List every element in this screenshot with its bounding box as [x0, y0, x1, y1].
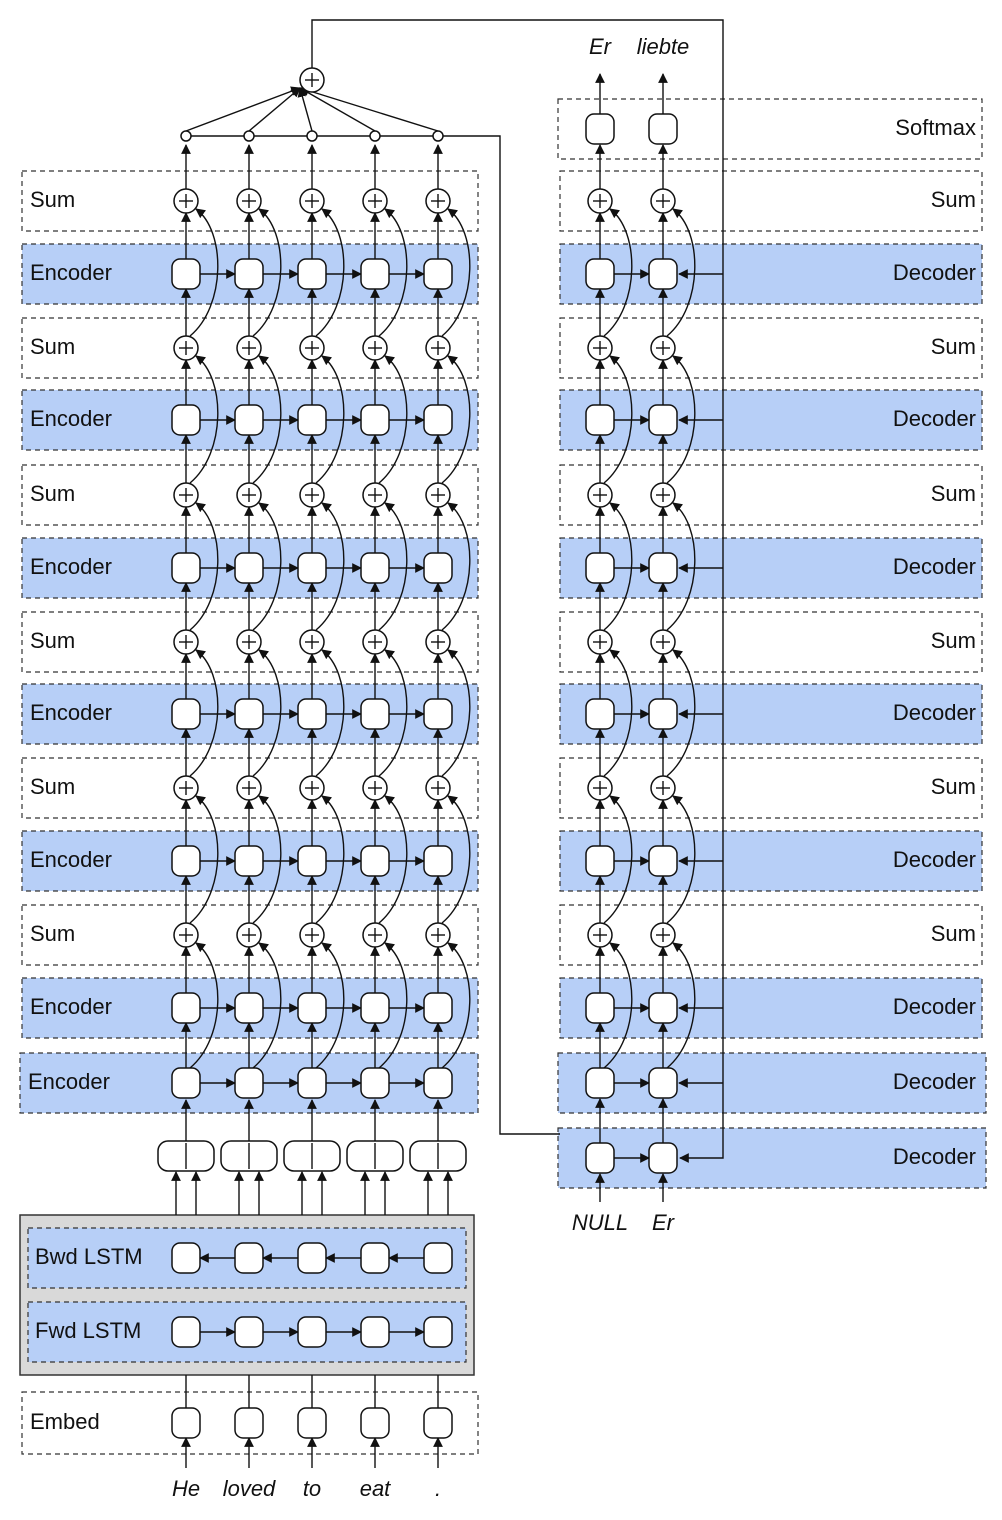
decoder-sum-band	[560, 612, 982, 672]
encoder-node	[361, 846, 389, 876]
encoder-label: Encoder	[30, 259, 112, 285]
encoder-node	[172, 1068, 200, 1098]
sum-label: Sum	[930, 627, 976, 653]
sum-node	[174, 776, 198, 800]
encoder-node	[172, 405, 200, 435]
decoder-label: Decoder	[892, 699, 976, 725]
softmax-node	[586, 114, 614, 144]
encoder-node	[235, 993, 263, 1023]
encoder-node	[298, 405, 326, 435]
sum-node	[363, 336, 387, 360]
sum-node	[426, 483, 450, 507]
encoder-node	[172, 699, 200, 729]
sum-node	[426, 923, 450, 947]
encoder-node	[235, 259, 263, 289]
encoder-node	[424, 259, 452, 289]
sum-node	[237, 189, 261, 213]
attention-arrow	[249, 88, 300, 131]
decoder-node	[649, 259, 677, 289]
encoder-node	[361, 405, 389, 435]
sum-node	[363, 923, 387, 947]
sum-node	[588, 483, 612, 507]
sum-node	[426, 630, 450, 654]
encoder-node	[424, 1068, 452, 1098]
encoder-node	[298, 846, 326, 876]
sum-node	[588, 189, 612, 213]
fwd-lstm-node	[424, 1317, 452, 1347]
sum-node	[426, 336, 450, 360]
sum-label: Sum	[930, 480, 976, 506]
sum-node	[363, 630, 387, 654]
decoder-node	[649, 405, 677, 435]
sum-node	[300, 483, 324, 507]
sum-node	[651, 483, 675, 507]
source-word: loved	[222, 1475, 276, 1501]
sum-node	[300, 630, 324, 654]
sum-label: Sum	[930, 333, 976, 359]
encoder-node	[172, 259, 200, 289]
decoder-output-word: Er	[589, 33, 611, 59]
decoder-input-word: Er	[652, 1209, 674, 1235]
sum-label: Sum	[930, 186, 976, 212]
sum-node	[363, 483, 387, 507]
attention-input-node	[307, 131, 317, 141]
sum-label: Sum	[930, 920, 976, 946]
decoder-label: Decoder	[892, 993, 976, 1019]
encoder-node	[361, 259, 389, 289]
encoder-node	[235, 1068, 263, 1098]
bwd-lstm-node	[424, 1243, 452, 1273]
decoder-sum-band	[560, 318, 982, 378]
encoder-node	[424, 699, 452, 729]
decoder-label: Decoder	[892, 259, 976, 285]
encoder-node	[424, 993, 452, 1023]
sum-node	[426, 189, 450, 213]
decoder-sum-band	[560, 465, 982, 525]
fwd-lstm-node	[298, 1317, 326, 1347]
attention-input-node	[370, 131, 380, 141]
attention-arrow	[300, 88, 375, 131]
embed-node	[424, 1408, 452, 1438]
source-word: to	[302, 1475, 322, 1501]
concat-node	[347, 1141, 403, 1171]
decoder-node	[586, 699, 614, 729]
encoder-node	[235, 405, 263, 435]
sum-node	[237, 923, 261, 947]
sum-node	[237, 630, 261, 654]
decoder-node	[586, 846, 614, 876]
encoder-label: Encoder	[30, 846, 112, 872]
encoder-label: Encoder	[30, 993, 112, 1019]
attention-input-node	[181, 131, 191, 141]
attention-arrow	[186, 88, 300, 131]
encoder-node	[424, 553, 452, 583]
encoder-node	[298, 259, 326, 289]
sum-node	[237, 776, 261, 800]
sum-node	[174, 336, 198, 360]
sum-label: Sum	[30, 920, 76, 946]
sum-node	[363, 776, 387, 800]
encoder-node	[298, 993, 326, 1023]
sum-node	[651, 336, 675, 360]
embed-node	[298, 1408, 326, 1438]
decoder-sum-band	[560, 171, 982, 231]
encoder-node	[298, 1068, 326, 1098]
decoder-input-word: NULL	[571, 1209, 629, 1235]
softmax-label: Softmax	[895, 114, 976, 140]
embed-label: Embed	[30, 1408, 100, 1434]
encoder-node	[172, 993, 200, 1023]
fwd-lstm-node	[361, 1317, 389, 1347]
decoder-node	[586, 553, 614, 583]
fwd-lstm-node	[172, 1317, 200, 1347]
decoder-sum-band	[560, 758, 982, 818]
encoder-label: Encoder	[30, 699, 112, 725]
encoder-label: Encoder	[28, 1068, 110, 1094]
decoder-output-word: liebte	[636, 33, 690, 59]
embed-node	[361, 1408, 389, 1438]
decoder-node	[586, 259, 614, 289]
decoder-label: Decoder	[892, 846, 976, 872]
attention-sum-node	[300, 68, 324, 92]
encoder-label: Encoder	[30, 553, 112, 579]
sum-node	[588, 776, 612, 800]
sum-node	[651, 189, 675, 213]
sum-node	[237, 483, 261, 507]
source-word: eat	[359, 1475, 391, 1501]
bwd-lstm-node	[172, 1243, 200, 1273]
sum-node	[651, 923, 675, 947]
decoder-label: Decoder	[892, 405, 976, 431]
sum-node	[174, 630, 198, 654]
sum-node	[300, 776, 324, 800]
sum-node	[174, 923, 198, 947]
sum-node	[174, 189, 198, 213]
encoder-node	[298, 699, 326, 729]
sum-node	[300, 923, 324, 947]
encoder-node	[235, 846, 263, 876]
decoder-label: Decoder	[892, 553, 976, 579]
sum-label: Sum	[30, 773, 76, 799]
source-word: .	[434, 1475, 442, 1501]
sum-node	[588, 336, 612, 360]
sum-node	[237, 336, 261, 360]
sum-label: Sum	[30, 186, 76, 212]
attention-input-node	[244, 131, 254, 141]
decoder-node	[649, 993, 677, 1023]
concat-node	[158, 1141, 214, 1171]
encoder-node	[172, 553, 200, 583]
sum-node	[363, 189, 387, 213]
embed-node	[235, 1408, 263, 1438]
sum-node	[651, 776, 675, 800]
decoder-label: Decoder	[892, 1143, 976, 1169]
encoder-node	[235, 553, 263, 583]
encoder-node	[424, 846, 452, 876]
sum-node	[300, 336, 324, 360]
decoder-node	[649, 846, 677, 876]
encoder-node	[361, 553, 389, 583]
decoder-node	[649, 553, 677, 583]
encoder-node	[172, 846, 200, 876]
encoder-node	[361, 993, 389, 1023]
sum-label: Sum	[30, 627, 76, 653]
sum-label: Sum	[930, 773, 976, 799]
decoder-sum-band	[560, 905, 982, 965]
decoder-label: Decoder	[892, 1068, 976, 1094]
bwd-lstm-node	[298, 1243, 326, 1273]
attention-arrow	[300, 88, 438, 131]
decoder-node	[649, 1143, 677, 1173]
softmax-node	[649, 114, 677, 144]
bwd-lstm-node	[361, 1243, 389, 1273]
decoder-node	[649, 1068, 677, 1098]
sum-label: Sum	[30, 480, 76, 506]
embed-node	[172, 1408, 200, 1438]
sum-node	[426, 776, 450, 800]
encoder-node	[424, 405, 452, 435]
sum-node	[174, 483, 198, 507]
source-word: He	[171, 1475, 201, 1501]
bwd-lstm-node	[235, 1243, 263, 1273]
decoder-node	[586, 993, 614, 1023]
fwd-lstm-label: Fwd LSTM	[35, 1317, 142, 1343]
decoder-node	[586, 1143, 614, 1173]
concat-node	[410, 1141, 466, 1171]
encoder-node	[361, 699, 389, 729]
bwd-lstm-label: Bwd LSTM	[35, 1243, 143, 1269]
encoder-label: Encoder	[30, 405, 112, 431]
sum-node	[588, 630, 612, 654]
encoder-node	[298, 553, 326, 583]
decoder-node	[586, 405, 614, 435]
sum-node	[651, 630, 675, 654]
decoder-node	[586, 1068, 614, 1098]
encoder-node	[361, 1068, 389, 1098]
sum-node	[300, 189, 324, 213]
sum-node	[588, 923, 612, 947]
decoder-node	[649, 699, 677, 729]
sum-label: Sum	[30, 333, 76, 359]
concat-node	[221, 1141, 277, 1171]
concat-node	[284, 1141, 340, 1171]
encoder-node	[235, 699, 263, 729]
fwd-lstm-node	[235, 1317, 263, 1347]
attention-input-node	[433, 131, 443, 141]
